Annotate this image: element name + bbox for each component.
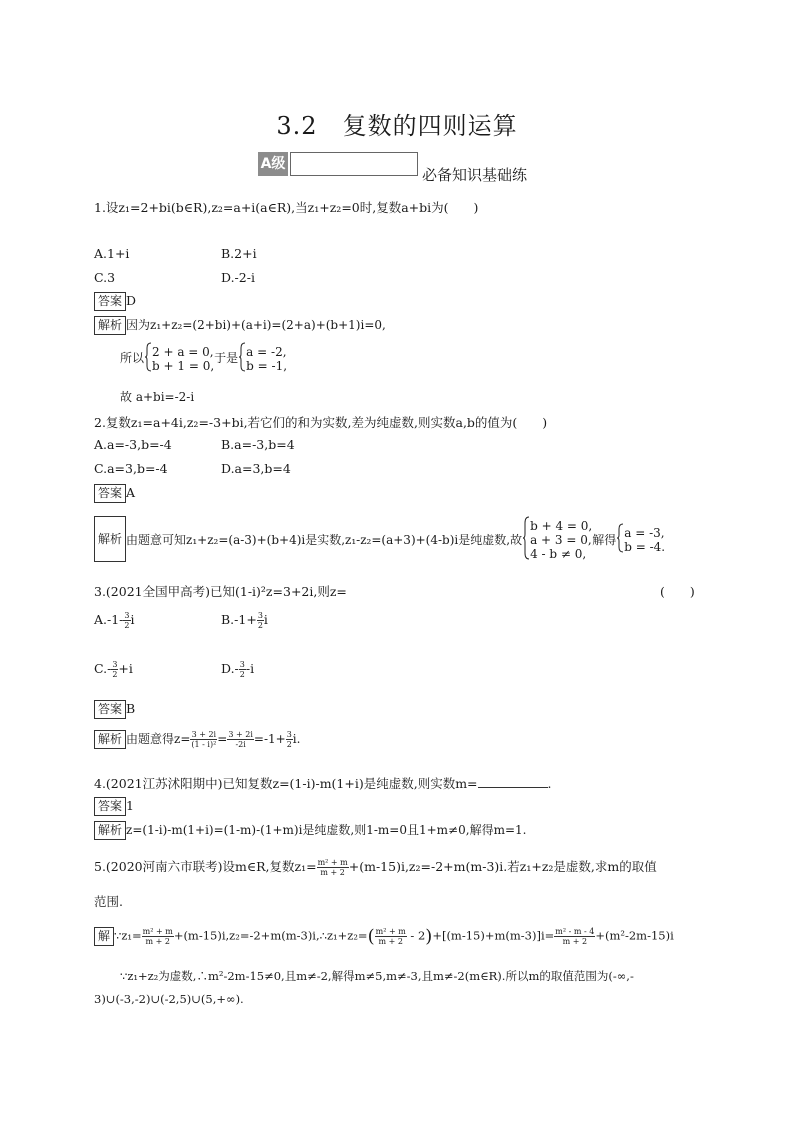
q3-option-d: D.- $\frac{3}{2}$ -i xyxy=(221,660,255,679)
answer-tag: 答案 xyxy=(94,292,126,311)
q3-answer: B xyxy=(126,701,136,716)
q3-option-c: C.- $\frac{3}{2}$ +i xyxy=(94,660,133,679)
q5-solution-line-3: 3)∪(-3,-2)∪(-2,5)∪(5,+∞). xyxy=(94,992,244,1006)
q2-answer: A xyxy=(126,485,136,500)
q1-option-b: B.2+i xyxy=(221,246,257,261)
solution-tag: 解 xyxy=(94,927,114,946)
brace-icon xyxy=(616,523,624,556)
q1-solution-line-3: 故 a+bi=-2-i xyxy=(120,390,195,404)
q5-solution-row: 解 ∵z₁= $\frac{\text{m² + m}}{m + 2}$ +(m-15)i,z₂=-2+m(m-3)i,∴z₁+z₂=( $\frac{\text{m² + m}}{m + 2}$ - 2)+[(m-15)+m(m-3)]i= $\frac{\text{m² - m - 4}}{m + 2}$ +(m²-2m-15)i xyxy=(94,926,674,947)
q2-analysis-row: 解析 由题意可知z₁+z₂=(a-3)+(b+4)i是实数,z₁-z₂=(a+3)+(4-b)i是纯虚数,故 b + 4 = 0, a + 3 = 0, 4 - b ≠ 0, 解得 a = -3, b = -4. xyxy=(94,516,665,563)
q4-analysis-row xyxy=(94,821,526,840)
q1-answer: D xyxy=(126,293,137,308)
q4-solution: z=(1-i)-m(1+i)=(1-m)-(1+m)i是纯虚数,则1-m=0且1+m≠0,解得m=1. xyxy=(126,823,527,837)
question-5-stem: 5.(2020河南六市联考)设m∈R,复数z₁= $\frac{\text{m² + m}}{m + 2}$ +(m-15)i,z₂=-2+m(m-3)i.若z₁+z₂是虚数,求m的取值 xyxy=(94,858,657,877)
brace-icon xyxy=(522,516,530,563)
q2-answer-row xyxy=(94,484,135,503)
brace-icon xyxy=(238,342,246,375)
page-title: 3.2 复数的四则运算 xyxy=(276,112,518,140)
q3-analysis-row: 解析 由题意得z= $\frac{3 + 2i}{\text{(1 - i)²}}$ = $\frac{3 + 2i}{-2i}$ =-1+ $\frac{3}{2}$ i. xyxy=(94,730,300,749)
question-3-stem: 3.(2021全国甲高考)已知(1-i)²z=3+2i,则z= xyxy=(94,584,347,599)
q3-answer-row xyxy=(94,700,135,719)
analysis-tag: 解析 xyxy=(94,316,126,335)
q4-answer-row xyxy=(94,797,134,816)
analysis-tag: 解析 xyxy=(94,821,126,840)
level-label: 必备知识基础练 xyxy=(422,166,528,184)
q3-option-a: A.-1- $\frac{3}{2}$ i xyxy=(94,611,135,630)
q2-solution: 由题意可知z₁+z₂=(a-3)+(b+4)i是实数,z₁-z₂=(a+3)+(4-b)i是纯虚数,故 xyxy=(126,533,523,547)
brace-icon xyxy=(144,342,152,375)
q2-option-a: A.a=-3,b=-4 xyxy=(94,437,172,452)
q5-solution-line-2: ∵z₁+z₂为虚数,∴m²-2m-15≠0,且m≠-2,解得m≠5,m≠-3,且m≠-2(m∈R).所以m的取值范围为(-∞,- xyxy=(120,969,634,983)
q1-option-c: C.3 xyxy=(94,270,116,285)
q3-option-b: B.-1+ $\frac{3}{2}$ i xyxy=(221,611,268,630)
q1-answer-row xyxy=(94,292,136,311)
analysis-tag: 解析 xyxy=(94,730,126,749)
q2-option-b: B.a=-3,b=4 xyxy=(221,437,295,452)
q1-analysis-row xyxy=(94,316,386,335)
question-5-stem-2: 范围. xyxy=(94,894,123,909)
level-box xyxy=(290,152,418,176)
question-2-stem: 2.复数z₁=a+4i,z₂=-3+bi,若它们的和为实数,差为纯虚数,则实数a,b的值为( ) xyxy=(94,415,548,430)
level-badge: A级 xyxy=(258,152,288,176)
q3-answer-paren: ( ) xyxy=(660,584,695,599)
q4-blank xyxy=(478,787,548,788)
answer-tag: 答案 xyxy=(94,484,126,503)
answer-tag: 答案 xyxy=(94,797,126,816)
q2-option-c: C.a=3,b=-4 xyxy=(94,461,168,476)
answer-tag: 答案 xyxy=(94,700,126,719)
q1-solution-line-1: 因为z₁+z₂=(2+bi)+(a+i)=(2+a)+(b+1)i=0, xyxy=(126,318,386,332)
q1-solution-line-2: 所以 2 + a = 0, b + 1 = 0, 于是 a = -2, b = -1, xyxy=(120,342,287,375)
q4-answer: 1 xyxy=(126,798,134,813)
q1-option-d: D.-2-i xyxy=(221,270,255,285)
question-4-stem: 4.(2021江苏沭阳期中)已知复数z=(1-i)-m(1+i)是纯虚数,则实数m= . xyxy=(94,776,552,791)
analysis-tag: 解析 xyxy=(94,516,126,562)
q2-option-d: D.a=3,b=4 xyxy=(221,461,291,476)
question-1-stem: 1.设z₁=2+bi(b∈R),z₂=a+i(a∈R),当z₁+z₂=0时,复数a+bi为( ) xyxy=(94,200,479,215)
q1-option-a: A.1+i xyxy=(94,246,130,261)
